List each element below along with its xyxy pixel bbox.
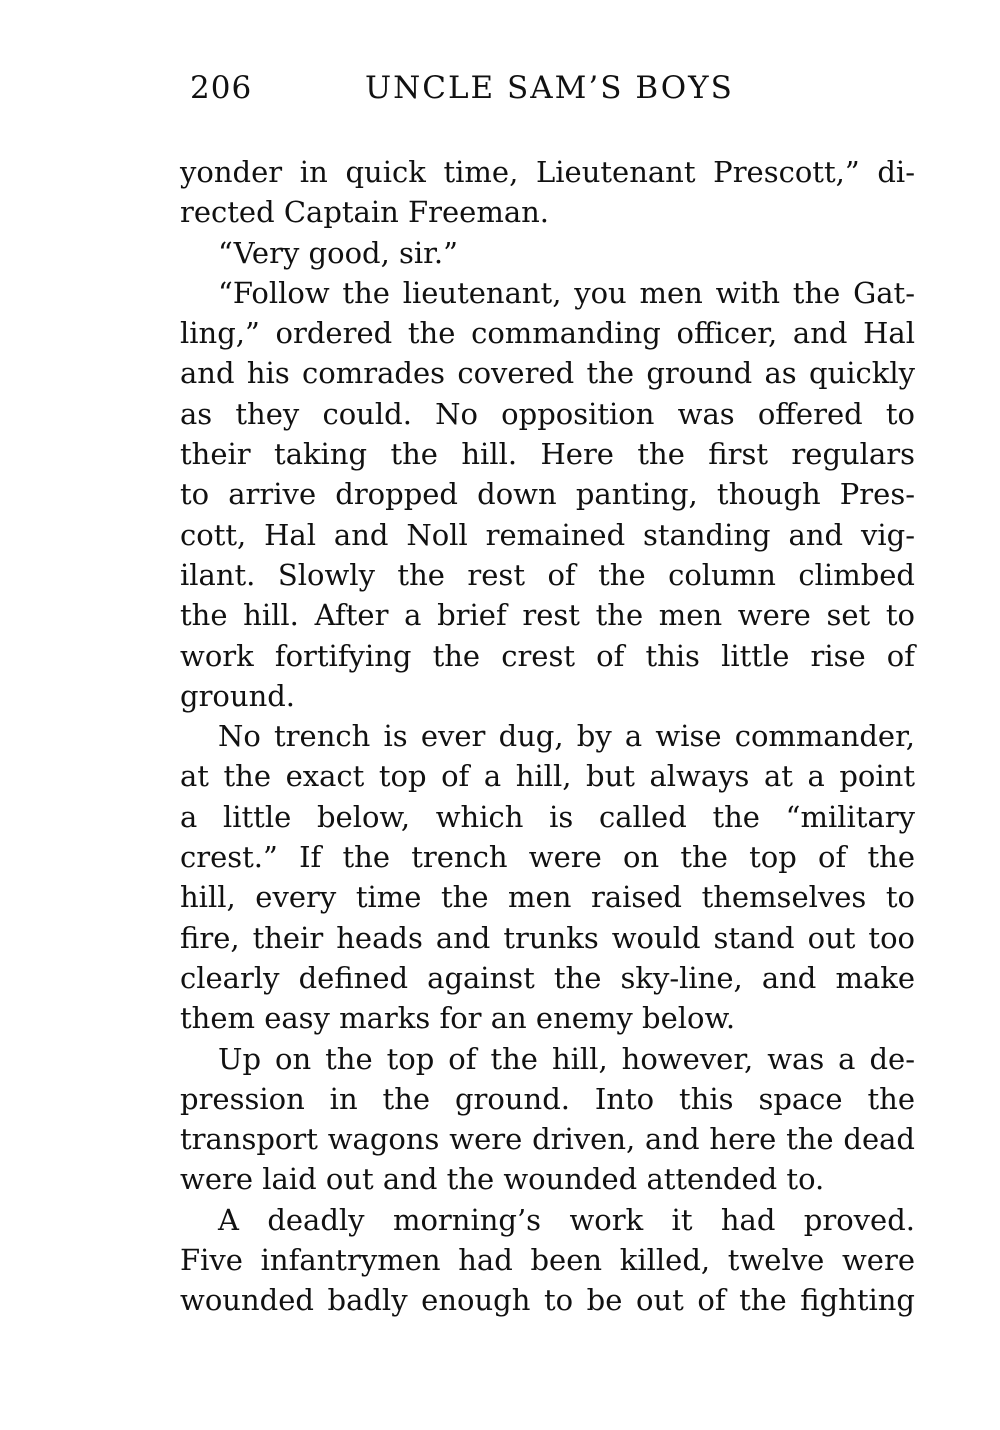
text-line: and his comrades covered the ground as quickly [180, 356, 915, 391]
text-line: fire, their heads and trunks would stand out too [180, 920, 915, 955]
running-title: UNCLE SAM’S BOYS [365, 70, 734, 106]
text-line: Five infantrymen had been killed, twelve were [180, 1243, 915, 1278]
text-line: as they could. No opposition was offered to [180, 396, 915, 431]
text-line: hill, every time the men raised themselves to [180, 880, 915, 915]
text-line: them easy marks for an enemy below. [180, 1001, 736, 1036]
text-line: to arrive dropped down panting, though Pres- [180, 477, 915, 512]
text-line: “Follow the lieutenant, you men with the Gat- [218, 275, 915, 310]
text-line: wounded badly enough to be out of the fighting [180, 1283, 915, 1318]
text-line: rected Captain Freeman. [180, 195, 550, 230]
text-line: pression in the ground. Into this space the [180, 1081, 915, 1116]
text-line: at the exact top of a hill, but always at a point [180, 759, 915, 794]
text-line: crest.” If the trench were on the top of the [180, 840, 915, 875]
text-line: No trench is ever dug, by a wise commander, [218, 719, 915, 754]
page-header [190, 70, 750, 120]
text-line: their taking the hill. Here the first regulars [180, 437, 915, 472]
text-line: transport wagons were driven, and here the dead [180, 1122, 915, 1157]
text-line: Up on the top of the hill, however, was a de- [218, 1041, 915, 1076]
text-line: ling,” ordered the commanding officer, and Hal [180, 316, 915, 351]
text-line: work fortifying the crest of this little rise of [180, 638, 915, 673]
text-line: the hill. After a brief rest the men were set to [180, 598, 915, 633]
text-line: “Very good, sir.” [218, 235, 458, 270]
text-line: ilant. Slowly the rest of the column climbed [180, 557, 915, 592]
page-number: 206 [190, 70, 253, 106]
text-line: ground. [180, 678, 296, 713]
text-line: clearly defined against the sky-line, and make [180, 960, 915, 995]
text-line: a little below, which is called the “military [180, 799, 915, 834]
text-line: yonder in quick time, Lieutenant Prescott,” di- [180, 155, 915, 189]
text-line: cott, Hal and Noll remained standing and vig- [180, 517, 915, 552]
text-line: were laid out and the wounded attended to. [180, 1162, 825, 1197]
body-text [180, 152, 915, 1321]
text-line: A deadly morning’s work it had proved. [218, 1202, 915, 1237]
